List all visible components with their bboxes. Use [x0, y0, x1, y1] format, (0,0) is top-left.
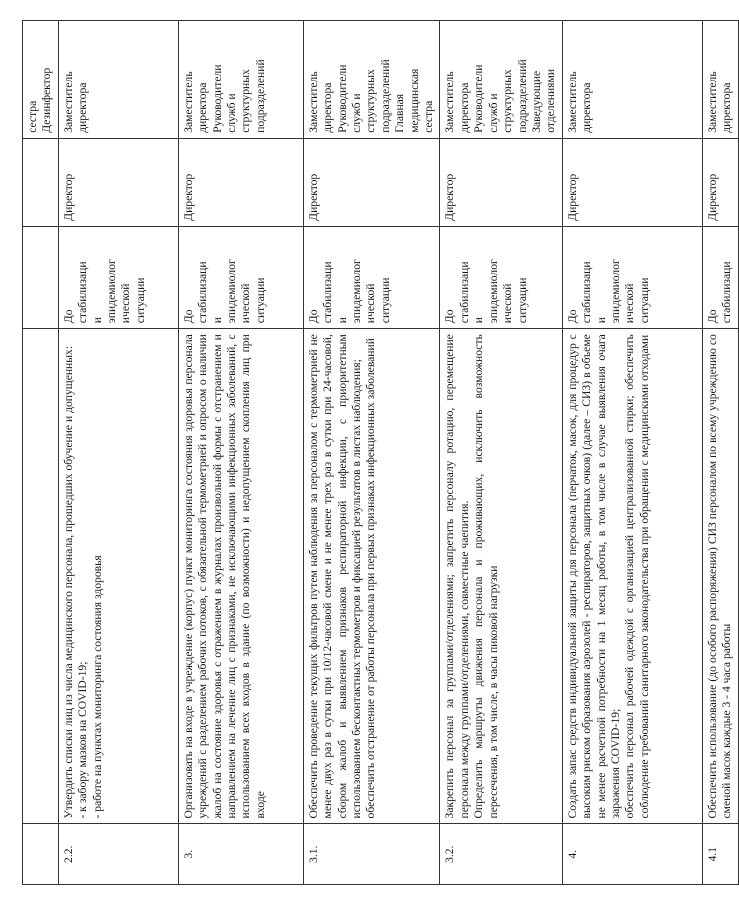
action-paragraph: обеспечить отстранение от работы персонала при первых признаках инфекционных заболеваний: [364, 338, 378, 819]
deadline-line: стабилизаци: [321, 261, 335, 324]
action-text: [178, 329, 303, 824]
action-text: [58, 329, 178, 824]
deadline-line: До: [705, 309, 719, 324]
deadline-line: ической: [501, 283, 515, 324]
co-executor-line: директора: [76, 82, 90, 133]
deadline-line: ической: [623, 283, 637, 324]
deadline: [303, 226, 440, 328]
deadline-line: эпидемиолог: [105, 259, 119, 324]
action-paragraph: Определить маршруты движения персонала и проживающих, исключить возможность пересечения, в том числе, в часы пиковой нагрузки: [472, 334, 500, 819]
deadline-line: ической: [119, 283, 133, 324]
deadline-line: ситуации: [133, 277, 147, 324]
responsible: Директор: [702, 138, 738, 226]
deadline: [178, 226, 303, 328]
deadline: [562, 226, 702, 328]
co-executor-line: директора: [321, 82, 335, 133]
co-executor-line: структурных: [239, 69, 253, 133]
responsible: Директор: [58, 138, 178, 226]
responsible: Директор: [303, 138, 440, 226]
co-executors: [702, 21, 738, 139]
responsible: Директор: [178, 138, 303, 226]
table-row: [440, 21, 562, 885]
co-executor-line: служб и: [350, 93, 364, 133]
deadline: [440, 226, 562, 328]
table-body: [23, 21, 739, 885]
co-executor-line: директора: [580, 82, 594, 133]
deadline-line: эпидемиолог: [350, 259, 364, 324]
co-executor-line: директора: [457, 82, 471, 133]
responsible: [23, 138, 59, 226]
action-paragraph: Закрепить персонал за группами/отделениями; запретить персоналу ротацию, перемещение персонала между группами/отделениями, совместные чаепития.: [443, 334, 471, 819]
action-paragraph: Обеспечить использование (до особого распоряжения) СИЗ персоналом по всему учреждению со сменой масок каждые 3 - 4 часа работы: [705, 334, 734, 819]
deadline-line: ситуации: [515, 277, 529, 324]
deadline-line: эпидемиолог: [486, 259, 500, 324]
item-number: 3.: [178, 824, 303, 885]
deadline-line: ической: [239, 283, 253, 324]
deadline-line: До: [306, 309, 320, 324]
co-executor-line: Руководители: [472, 64, 486, 133]
item-number: 4.: [562, 824, 702, 885]
action-paragraph: Утвердить списки лиц из числа медицинского персонала, прошедших обучение и допущенных:: [61, 345, 75, 819]
item-number: 2.2.: [58, 824, 178, 885]
co-executor-line: Заместитель: [565, 71, 579, 133]
item-number: 3.2.: [440, 824, 562, 885]
action-text: [303, 329, 440, 824]
table-row: [562, 21, 702, 885]
responsible: Директор: [440, 138, 562, 226]
deadline-line: и: [90, 316, 104, 324]
deadline-line: и: [335, 316, 349, 324]
action-text: [562, 329, 702, 824]
deadline-line: До: [565, 309, 579, 324]
action-text: [23, 329, 59, 824]
deadline-line: и: [472, 316, 486, 324]
table-row: [178, 21, 303, 885]
deadline: [702, 226, 738, 328]
item-number: [23, 824, 59, 885]
co-executor-line: Заведующие: [529, 70, 543, 133]
co-executor-line: служб и: [486, 93, 500, 133]
co-executor-line: Заместитель: [705, 71, 719, 133]
co-executor-line: Дезинфектор: [40, 67, 54, 133]
deadline-line: стабилизаци: [196, 261, 210, 324]
co-executor-line: директора: [196, 82, 210, 133]
co-executor-line: подразделений: [253, 59, 267, 133]
deadline-line: ситуации: [637, 277, 651, 324]
co-executor-line: структурных: [501, 69, 515, 133]
co-executor-line: медицинская: [407, 68, 421, 133]
table-row: [58, 21, 178, 885]
action-paragraph: Организовать на входе в учреждение (корпус) пункт мониторинга состояния здоровья персонала учреждений с разделением рабочих потоков, с обязательной термометрией и опросом о наличии жалоб на состояние здоровья с отражением в журналах произвольной формы с отстранением и направлением на лечение лиц с признаками, не исключающими инфекционных заболеваний, с использованием всех входов в здание (по возможности) и недопущением скопления лиц при входе: [181, 334, 267, 819]
deadline-line: и: [210, 316, 224, 324]
co-executor-line: Руководители: [210, 64, 224, 133]
item-number: 3.1.: [303, 824, 440, 885]
deadline-line: стабилизаци: [76, 261, 90, 324]
action-text: [440, 329, 562, 824]
co-executor-line: Руководители: [335, 64, 349, 133]
table-row: [303, 21, 440, 885]
deadline-line: стабилизаци: [580, 261, 594, 324]
deadline: [23, 226, 59, 328]
co-executor-line: Главная: [393, 93, 407, 133]
co-executors: [303, 21, 440, 139]
co-executors: [440, 21, 562, 139]
deadline-line: До: [181, 309, 195, 324]
deadline-line: стабилизаци: [720, 261, 734, 324]
action-paragraph: - к забору мазков на COVID-19;: [76, 661, 90, 819]
deadline-line: ситуации: [378, 277, 392, 324]
action-paragraph: Создать запас средств индивидуальной защиты для персонала (перчаток, масок, для процедур с высоким риском образования аэрозолей - респираторов, защитных очков) (далее – СИЗ) в объеме не менее расчетной потребности на 1 месяц работы, в том числе в случае выявления очага заражения COVID-19;: [565, 334, 622, 819]
deadline-line: ической: [364, 283, 378, 324]
co-executors: [178, 21, 303, 139]
deadline: [58, 226, 178, 328]
deadline-line: и: [594, 316, 608, 324]
deadline-line: До: [61, 309, 75, 324]
action-paragraph: обеспечить персонал рабочей одеждой с организацией централизованной стирки; обеспечить соблюдение требований санитарного законодательства при обращении с медицинскими отходами: [623, 334, 651, 819]
co-executor-line: подразделений: [378, 59, 392, 133]
action-paragraph: - работе на пунктах мониторинга состояния здоровья: [90, 555, 104, 819]
co-executor-line: служб и: [225, 93, 239, 133]
deadline-line: эпидемиолог: [225, 259, 239, 324]
co-executor-line: Заместитель: [181, 71, 195, 133]
table-row: [702, 21, 738, 885]
responsible: Директор: [562, 138, 702, 226]
deadline-line: эпидемиолог: [608, 259, 622, 324]
deadline-line: ситуации: [253, 277, 267, 324]
action-paragraph: Обеспечить проведение текущих фильтров путем наблюдения за персоналом с термометрией не менее двух раз в сутки при 10/12-часовой смене и не менее трех раз в сутки при 24-часовой, сбором жалоб и выявлением признаков респираторной инфекции, с приоритетным использованием бесконтактных термометров и фиксацией результатов в листах наблюдения;: [306, 334, 364, 819]
co-executor-line: директора: [720, 82, 734, 133]
co-executors: [562, 21, 702, 139]
action-text: [702, 329, 738, 824]
co-executor-line: Заместитель: [61, 71, 75, 133]
co-executor-line: отделениями: [544, 68, 558, 133]
co-executor-line: сестра: [422, 100, 436, 133]
co-executor-line: подразделений: [515, 59, 529, 133]
item-number: 4.1: [702, 824, 738, 885]
co-executors: [23, 21, 59, 139]
action-plan-table: [22, 20, 739, 885]
table-row: [23, 21, 59, 885]
deadline-line: стабилизаци: [457, 261, 471, 324]
co-executor-line: Заместитель: [306, 71, 320, 133]
co-executors: [58, 21, 178, 139]
co-executor-line: сестра: [26, 100, 39, 133]
co-executor-line: Заместитель: [443, 71, 457, 133]
co-executor-line: структурных: [364, 69, 378, 133]
deadline-line: До: [443, 309, 457, 324]
